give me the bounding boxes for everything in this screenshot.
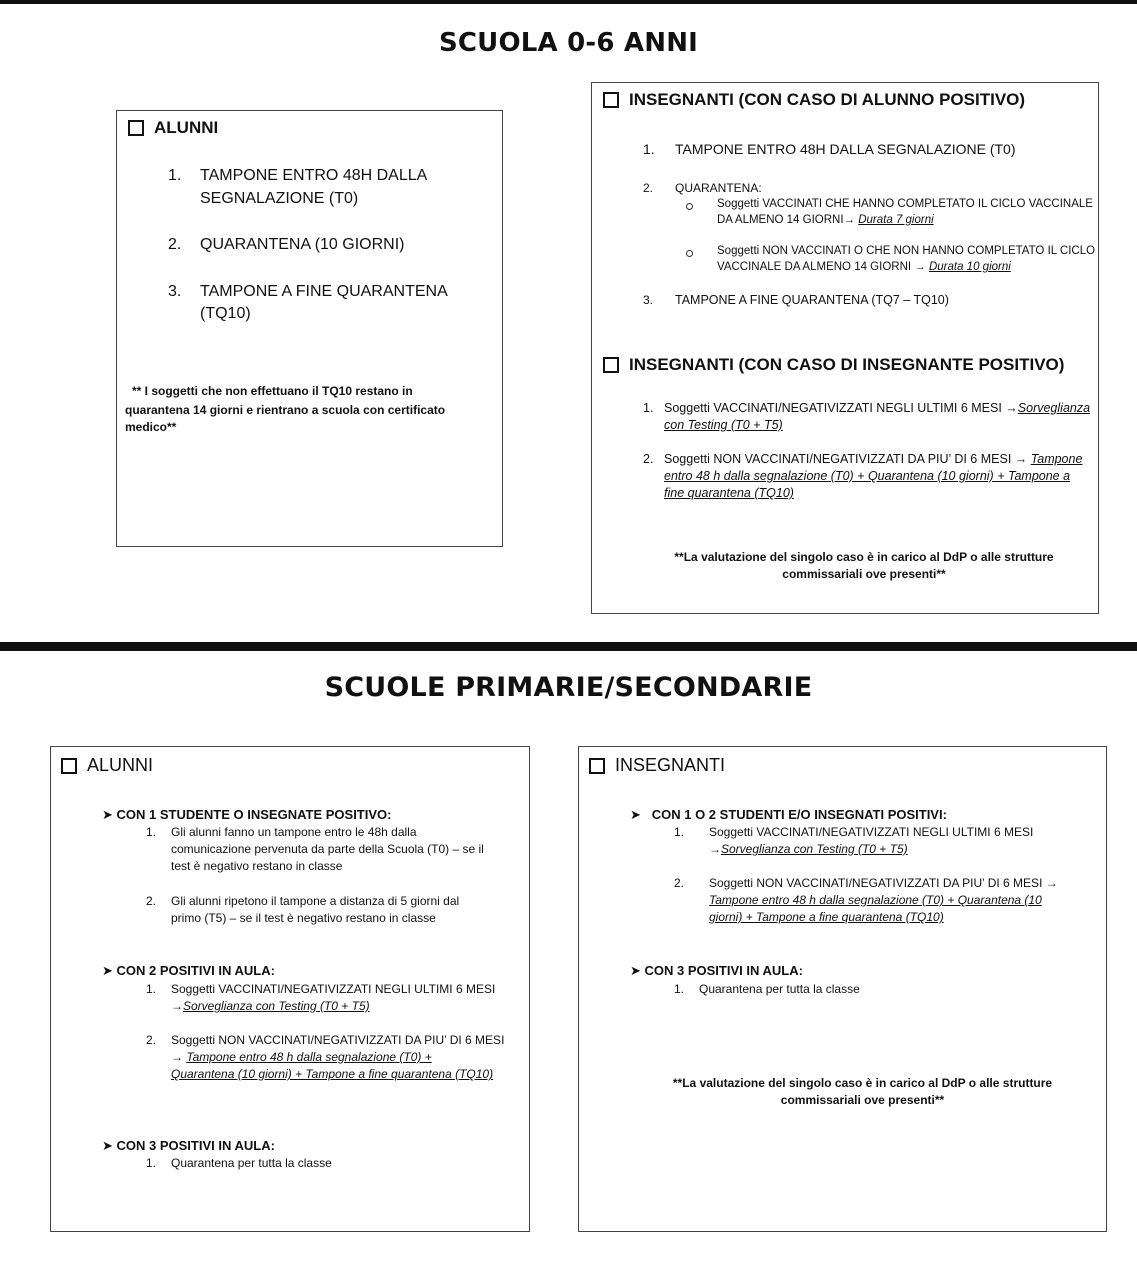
list-item-text: Soggetti NON VACCINATI/NEGATIVIZZATI DA PIU’ DI 6 MESI → Tampone — [664, 452, 1083, 466]
box-title-text: INSEGNANTI (CON CASO DI INSEGNANTE POSITIVO) — [629, 355, 1065, 374]
swab-link: Quarantena (10 giorni) + Tampone a fine quarantena (TQ10) — [171, 1067, 494, 1081]
list-item-text: Gli alunni ripetono il tampone a distanza di 5 giorni dal — [171, 894, 460, 908]
list-number: 2. — [146, 894, 157, 908]
checkbox-icon — [603, 357, 619, 373]
list-item-text: QUARANTENA: — [675, 181, 762, 195]
list-item-text: (TQ10) — [200, 305, 251, 322]
list-item-text: → Tampone entro 48 h dalla segnalazione (T0) + — [171, 1050, 432, 1064]
swab-link: Tampone — [1030, 452, 1083, 466]
list-number: 2. — [674, 876, 685, 890]
duration-link: Durata 10 giorni — [928, 261, 1011, 273]
note-text: quarantena 14 giorni e rientrano a scuola con certificato — [125, 403, 446, 417]
box-title-text: INSEGNANTI — [615, 755, 726, 775]
surveillance-link: Sorveglianza con Testing (T0 + T5) — [183, 999, 370, 1013]
list-number: 1. — [146, 982, 157, 996]
surveillance-link: Sorveglianza — [1017, 401, 1091, 415]
list-number: 1. — [146, 825, 157, 839]
swab-link: fine quarantena (TQ10) — [664, 486, 794, 500]
top-border — [0, 0, 1137, 4]
section-heading-0-6: SCUOLA 0-6 ANNI — [438, 28, 699, 58]
box-title-insegnanti-insegnante — [603, 355, 1064, 375]
list-number: 1. — [146, 1156, 157, 1170]
list-item-text: test è negativo restano in classe — [171, 859, 343, 873]
checkbox-icon — [589, 758, 605, 774]
box-title-alunni-primarie — [61, 755, 153, 776]
list-item-text: Soggetti VACCINATI/NEGATIVIZZATI NEGLI ULTIMI 6 MESI — [171, 982, 496, 996]
group-title: ➤ CON 3 POSITIVI IN AULA: — [630, 963, 803, 978]
bullet-icon — [686, 203, 693, 210]
note-text: medico** — [125, 420, 177, 434]
list-item-text: TAMPONE A FINE QUARANTENA (TQ7 – TQ10) — [675, 293, 949, 307]
bullet-icon — [686, 250, 693, 257]
sub-item-text: VACCINALE DA ALMENO 14 GIORNI → Durata 10 giorni — [717, 261, 1011, 273]
box-title-text: ALUNNI — [87, 755, 154, 775]
sub-item-text: DA ALMENO 14 GIORNI→ Durata 7 giorni — [717, 214, 934, 226]
list-number: 1. — [643, 401, 654, 415]
list-item-text: Gli alunni fanno un tampone entro le 48h dalla — [171, 825, 417, 839]
swab-link: entro 48 h dalla segnalazione (T0) + Quarantena (10 giorni) + Tampone a — [664, 469, 1071, 483]
section-heading-primarie: SCUOLE PRIMARIE/SECONDARIE — [324, 672, 813, 703]
group-title: ➤ CON 1 STUDENTE O INSEGNATE POSITIVO: — [102, 807, 392, 822]
note-text: **La valutazione del singolo caso è in carico al DdP o alle strutture — [672, 1076, 1053, 1090]
list-item-text: SEGNALAZIONE (T0) — [200, 190, 359, 207]
note-text: **La valutazione del singolo caso è in carico al DdP o alle strutture — [674, 550, 1054, 564]
note-text: ** I soggetti che non effettuano il TQ10 restano in — [132, 384, 413, 398]
note-text: commissariali ove presenti** — [782, 567, 946, 581]
list-item-text: →Sorveglianza con Testing (T0 + T5) — [171, 999, 370, 1013]
swab-link: giorni) + Tampone a fine quarantena (TQ10) — [709, 910, 944, 924]
list-number: 3. — [643, 293, 654, 307]
sub-item-text: Soggetti VACCINATI CHE HANNO COMPLETATO IL CICLO VACCINALE — [717, 198, 1093, 210]
duration-link: Durata 7 giorni — [858, 214, 934, 226]
list-item-text: QUARANTENA (10 GIORNI) — [200, 236, 405, 253]
section-divider — [0, 642, 1137, 651]
list-number: 3. — [168, 283, 182, 300]
list-number: 2. — [168, 236, 182, 253]
checkbox-icon — [603, 92, 619, 108]
list-item-text: Quarantena per tutta la classe — [171, 1156, 332, 1170]
surveillance-link: con Testing (T0 + T5) — [664, 418, 783, 432]
list-item-text: TAMPONE ENTRO 48H DALLA — [200, 167, 428, 184]
list-item-text: TAMPONE A FINE QUARANTENA — [200, 283, 448, 300]
box-title-text: ALUNNI — [154, 118, 219, 137]
box-title-insegnanti-primarie — [589, 755, 725, 776]
box-insegnanti-0-6 — [591, 82, 1099, 614]
note-text: commissariali ove presenti** — [780, 1093, 945, 1107]
list-item-text: comunicazione pervenuta da parte della Scuola (T0) – se il — [171, 842, 484, 856]
list-item-text: Quarantena per tutta la classe — [699, 982, 860, 996]
list-item-text: Soggetti VACCINATI/NEGATIVIZZATI NEGLI ULTIMI 6 MESI →Sorveglianza — [664, 401, 1091, 415]
checkbox-icon — [61, 758, 77, 774]
list-number: 1. — [643, 141, 655, 157]
box-title-alunni-0-6 — [128, 118, 218, 138]
list-item-text: Soggetti VACCINATI/NEGATIVIZZATI NEGLI ULTIMI 6 MESI — [709, 825, 1034, 839]
list-item-text: TAMPONE ENTRO 48H DALLA SEGNALAZIONE (T0) — [675, 141, 1016, 157]
box-title-text: INSEGNANTI (CON CASO DI ALUNNO POSITIVO) — [629, 90, 1026, 109]
list-number: 2. — [643, 181, 654, 195]
list-item-text: Soggetti NON VACCINATI/NEGATIVIZZATI DA PIU’ DI 6 MESI — [171, 1033, 505, 1047]
list-number: 1. — [168, 167, 182, 184]
list-item-text: →Sorveglianza con Testing (T0 + T5) — [709, 842, 908, 856]
list-number: 1. — [674, 982, 685, 996]
list-number: 2. — [643, 452, 654, 466]
group-title: ➤ CON 3 POSITIVI IN AULA: — [102, 1138, 275, 1153]
list-number: 1. — [674, 825, 685, 839]
list-number: 2. — [146, 1033, 157, 1047]
checkbox-icon — [128, 120, 144, 136]
surveillance-link: Sorveglianza con Testing (T0 + T5) — [721, 842, 908, 856]
swab-link: Tampone entro 48 h dalla segnalazione (T0) + — [186, 1050, 432, 1064]
group-title: ➤ CON 1 O 2 STUDENTI E/O INSEGNATI POSITIVI: — [630, 807, 947, 822]
list-item-text: primo (T5) – se il test è negativo restano in classe — [171, 911, 436, 925]
box-title-insegnanti-alunno — [603, 90, 1025, 110]
group-title: ➤ CON 2 POSITIVI IN AULA: — [102, 963, 275, 978]
swab-link: Tampone entro 48 h dalla segnalazione (T0) + Quarantena (10 — [709, 893, 1042, 907]
list-item-text: Soggetti NON VACCINATI/NEGATIVIZZATI DA PIU’ DI 6 MESI → — [709, 876, 1058, 890]
sub-item-text: Soggetti NON VACCINATI O CHE NON HANNO COMPLETATO IL CICLO — [717, 245, 1096, 257]
